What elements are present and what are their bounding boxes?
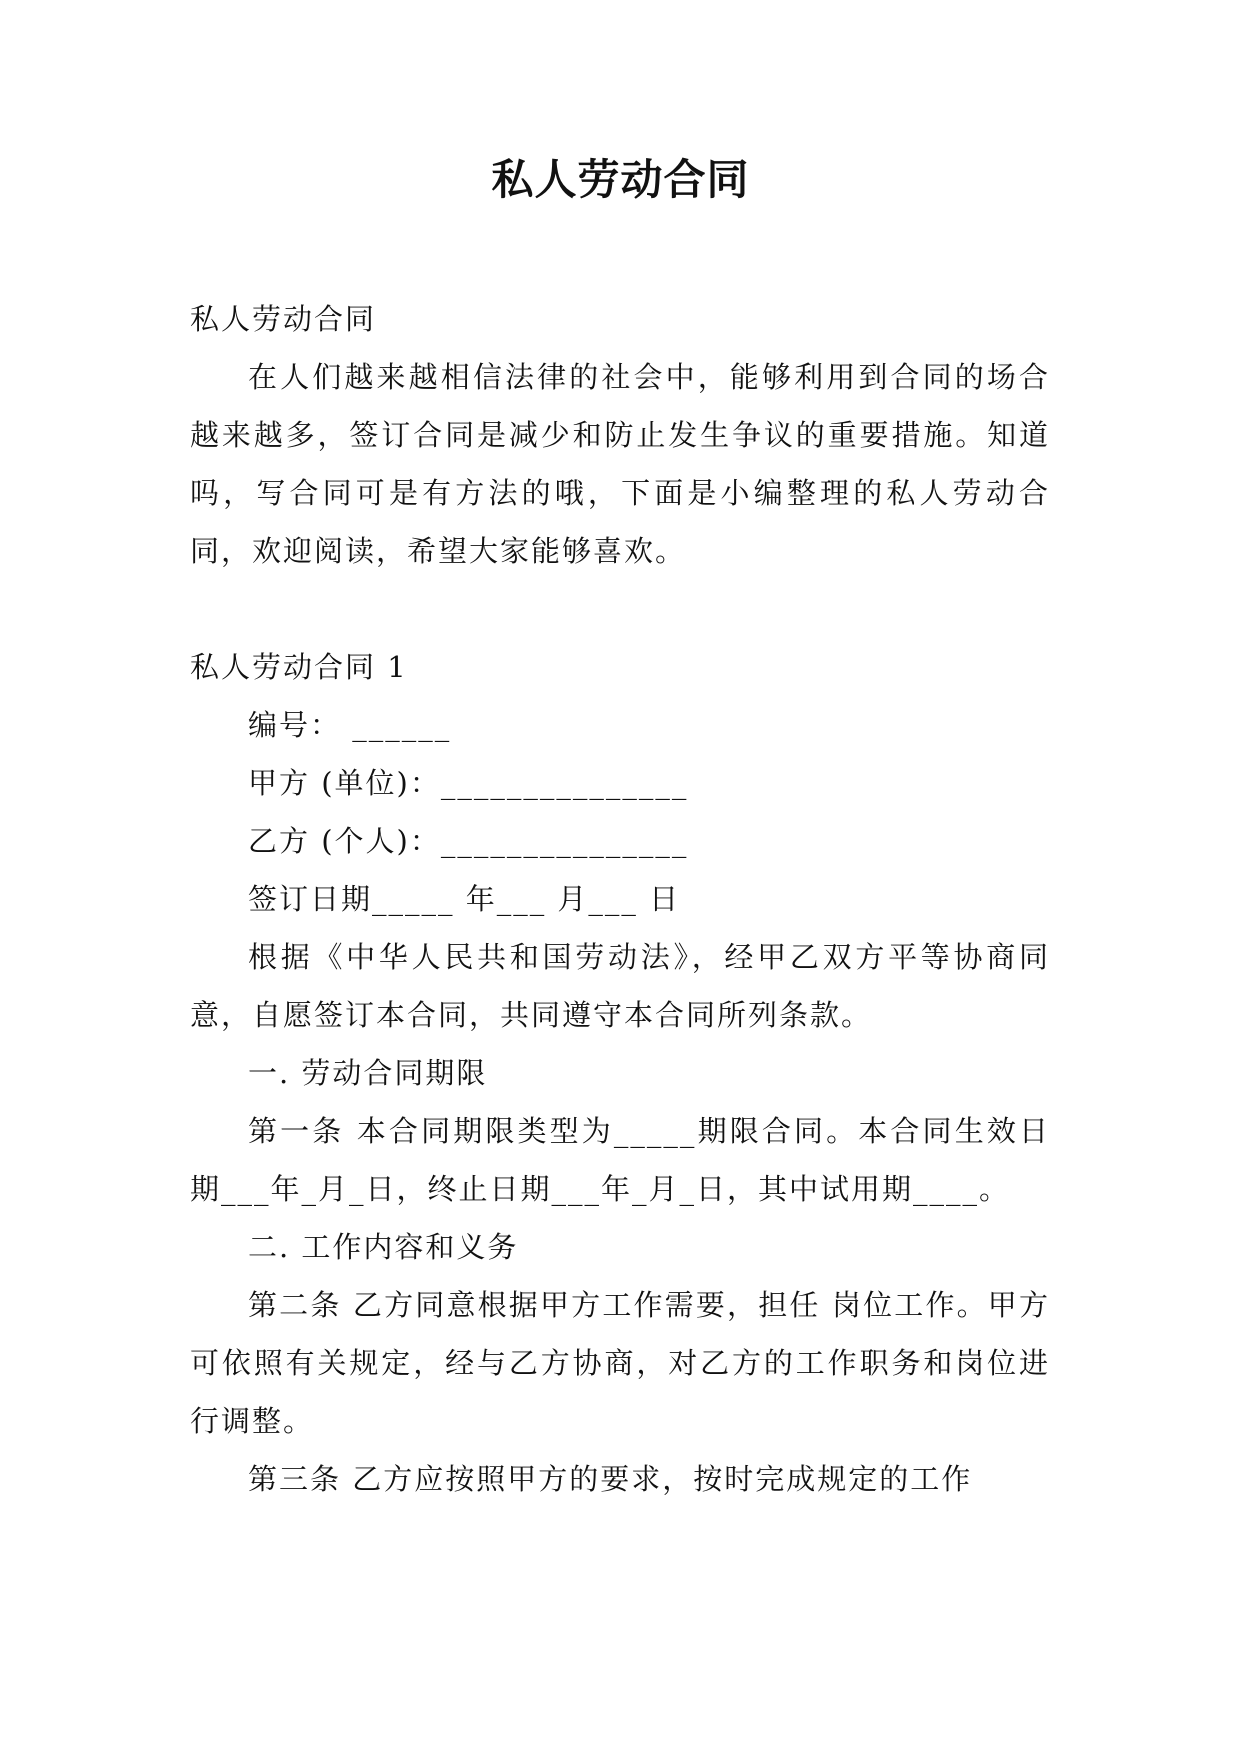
contract-number-field: 编号： ______ — [248, 708, 452, 742]
document-body — [190, 290, 1050, 1508]
part-heading-term: 一. 劳动合同期限 — [248, 1056, 488, 1090]
article-3: 第三条 乙方应按照甲方的要求，按时完成规定的工作 — [248, 1462, 973, 1496]
document-title: 私人劳动合同 — [491, 155, 750, 204]
party-b-field: 乙方 (个人)：_______________ — [248, 824, 689, 858]
part-heading-duties: 二. 工作内容和义务 — [248, 1230, 519, 1264]
article-1: 第一条 本合同期限类型为_____期限合同。本合同生效日期___年_月_日，终止日期___年_月_日，其中试用期____。 — [190, 1114, 1050, 1206]
intro-paragraph: 在人们越来越相信法律的社会中，能够利用到合同的场合越来越多，签订合同是减少和防止发生争议的重要措施。知道吗，写合同可是有方法的哦，下面是小编整理的私人劳动合同，欢迎阅读，希望大家能够喜欢。 — [190, 360, 1050, 568]
article-2: 第二条 乙方同意根据甲方工作需要，担任 岗位工作。甲方可依照有关规定，经与乙方协商，对乙方的工作职务和岗位进行调整。 — [190, 1288, 1050, 1438]
section-heading: 私人劳动合同 — [190, 302, 377, 336]
contract-title: 私人劳动合同 1 — [190, 650, 408, 684]
preamble-paragraph: 根据《中华人民共和国劳动法》，经甲乙双方平等协商同意，自愿签订本合同，共同遵守本合同所列条款。 — [190, 940, 1050, 1032]
sign-date-field: 签订日期_____ 年___ 月___ 日 — [248, 882, 681, 916]
party-a-field: 甲方 (单位)：_______________ — [248, 766, 689, 800]
